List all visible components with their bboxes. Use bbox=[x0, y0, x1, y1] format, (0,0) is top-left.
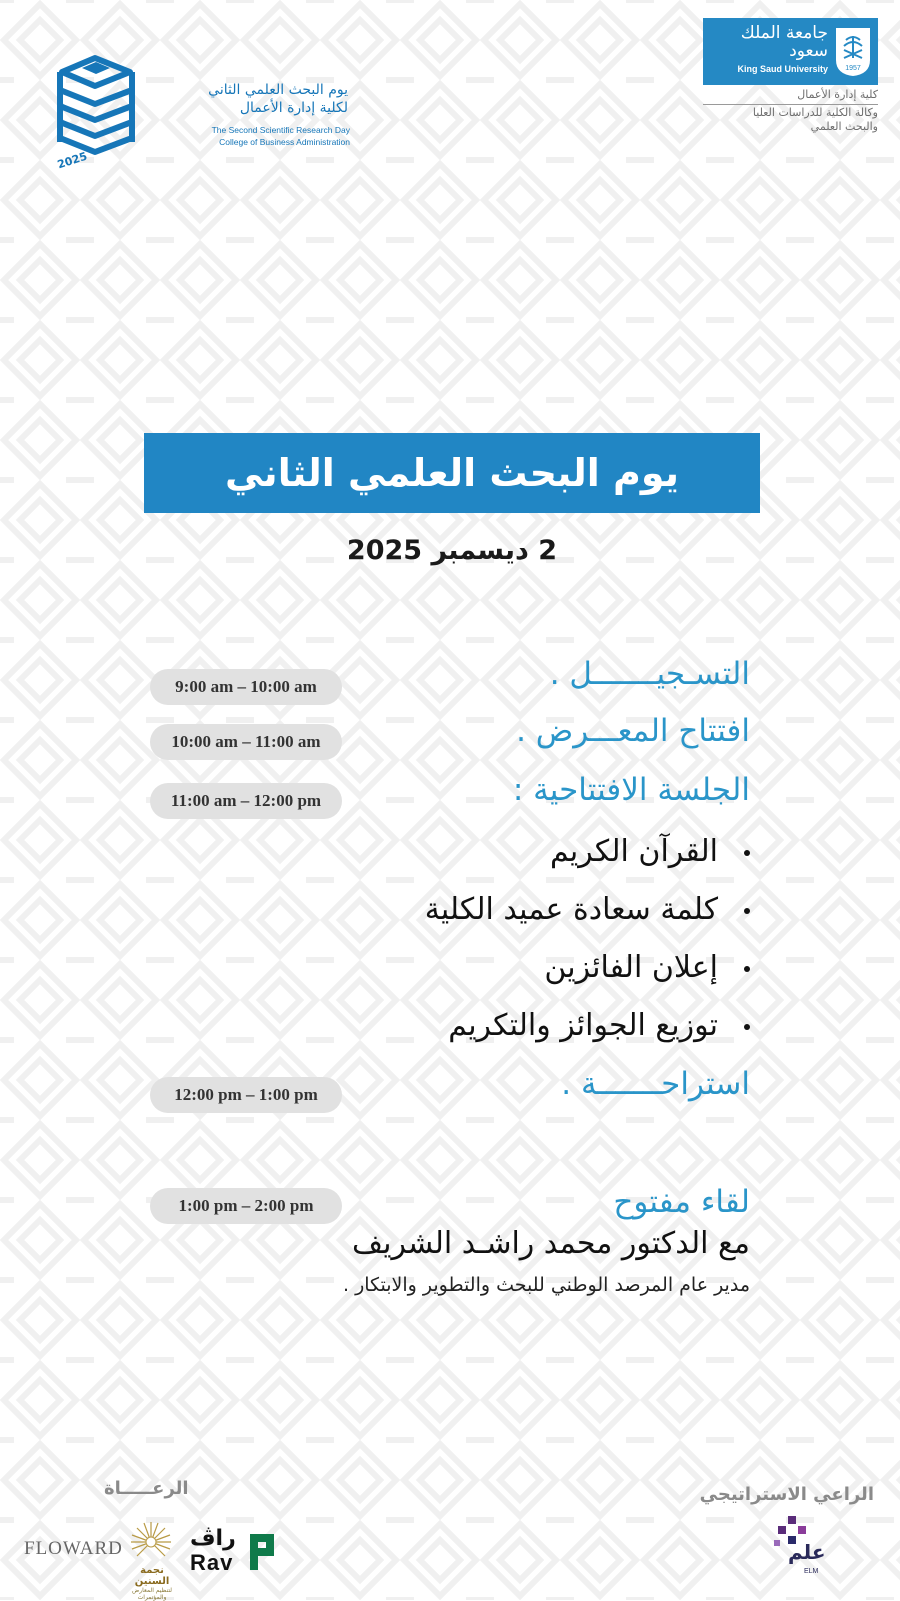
agenda-break-time: 12:00 pm – 1:00 pm bbox=[150, 1077, 342, 1113]
speaker-role: مدير عام المرصد الوطني للبحث والتطوير والابتكار . bbox=[343, 1274, 750, 1296]
agenda-registration-label: التسـجيـــــــل . bbox=[549, 656, 750, 692]
agenda-meeting-time: 1:00 pm – 2:00 pm bbox=[150, 1188, 342, 1224]
najma-name bbox=[122, 1565, 182, 1601]
sponsors-title: الرعـــــاة bbox=[104, 1478, 189, 1499]
deanship-line1: وكالة الكلية للدراسات العليا bbox=[752, 106, 878, 119]
list-item bbox=[550, 834, 750, 869]
agenda-meeting-label: لقاء مفتوح bbox=[613, 1184, 750, 1220]
agenda-exhibition-label: افتتاح المعـــرض . bbox=[516, 713, 750, 749]
list-item-label: إعلان الفائزين bbox=[544, 950, 718, 985]
event-date: 2 ديسمبر 2025 bbox=[346, 535, 558, 566]
university-logo-box bbox=[703, 18, 878, 85]
list-item-label: القرآن الكريم bbox=[549, 834, 718, 869]
strategic-sponsor-title: الراعي الاستراتيجي bbox=[699, 1484, 874, 1505]
event-logo-college-en: College of Business Administration bbox=[219, 137, 350, 147]
logo-divider bbox=[703, 104, 878, 105]
elm-logo bbox=[768, 1514, 838, 1578]
list-item-label: توزيع الجوائز والتكريم bbox=[448, 1008, 718, 1043]
event-title: يوم البحث العلمي الثاني bbox=[224, 451, 679, 495]
najma-subtitle: لتنظيم المعارض والمؤتمرات bbox=[132, 1587, 172, 1601]
bullet-icon bbox=[744, 966, 750, 972]
emblem-year: 1957 bbox=[845, 65, 861, 72]
university-logo bbox=[703, 18, 878, 133]
event-logo bbox=[52, 52, 350, 182]
event-logo-title-en: The Second Scientific Research Day bbox=[211, 125, 350, 135]
university-name-ar: جامعة الملك سعود bbox=[740, 23, 828, 61]
speaker-name: مع الدكتور محمد راشـد الشريف bbox=[352, 1226, 750, 1261]
agenda-break-label: استراحـــــــة . bbox=[561, 1066, 750, 1102]
rav-name-ar: راڤ bbox=[190, 1526, 236, 1551]
deanship-line2: والبحث العلمي bbox=[810, 120, 878, 133]
bullet-icon bbox=[744, 850, 750, 856]
list-item bbox=[425, 892, 750, 927]
list-item-label: كلمة سعادة عميد الكلية bbox=[424, 892, 718, 927]
university-name-en: King Saud University bbox=[737, 64, 828, 74]
agenda-exhibition-time: 10:00 am – 11:00 am bbox=[150, 724, 342, 760]
najma-title: نجمة السنين bbox=[134, 1565, 170, 1587]
elm-name-ar: علم bbox=[788, 1540, 826, 1564]
event-logo-college-ar: لكلية إدارة الأعمال bbox=[239, 100, 348, 116]
elm-name-en: ELM bbox=[804, 1568, 819, 1575]
agenda-opening-time: 11:00 am – 12:00 pm bbox=[150, 783, 342, 819]
floward-logo: FLOWARD bbox=[24, 1538, 123, 1559]
list-item bbox=[544, 950, 750, 985]
book-stack-icon bbox=[52, 52, 138, 164]
bullet-icon bbox=[744, 908, 750, 914]
rav-mark-icon bbox=[246, 1530, 278, 1574]
rav-logo bbox=[190, 1526, 286, 1576]
list-item bbox=[448, 1008, 750, 1043]
event-logo-title-ar: يوم البحث العلمي الثاني bbox=[208, 82, 348, 98]
agenda-registration-time: 9:00 am – 10:00 am bbox=[150, 669, 342, 705]
rav-name-en: Rav bbox=[190, 1550, 234, 1575]
palm-emblem-icon bbox=[834, 24, 872, 78]
agenda-opening-label: الجلسة الافتتاحية : bbox=[512, 772, 750, 808]
bullet-icon bbox=[744, 1024, 750, 1030]
event-year: 2025 bbox=[55, 149, 89, 172]
college-name: كلية إدارة الأعمال bbox=[797, 88, 878, 101]
title-banner bbox=[144, 433, 760, 513]
